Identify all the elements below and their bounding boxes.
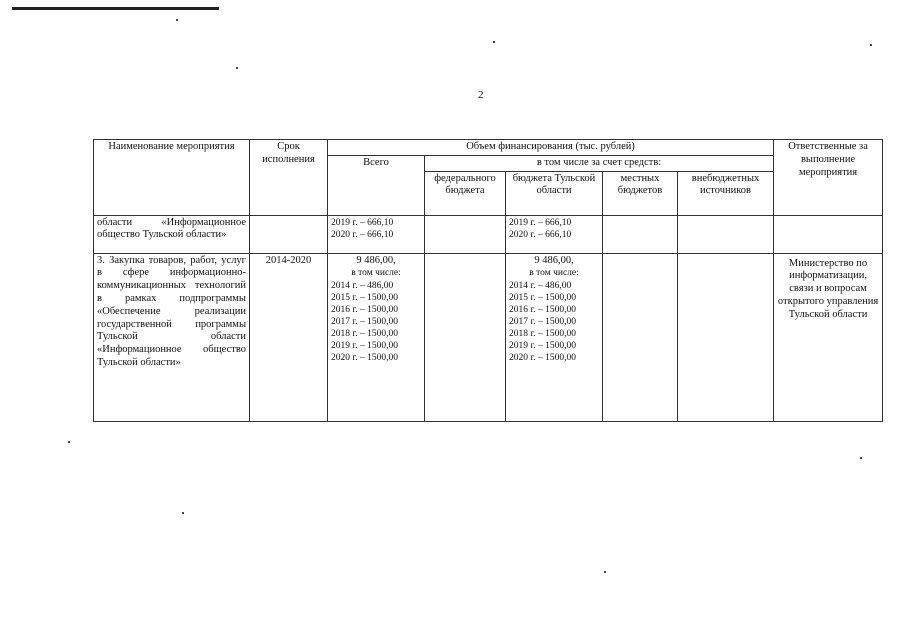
header-including: в том числе за счет средств: bbox=[425, 155, 774, 171]
including-label: в том числе: bbox=[529, 268, 579, 279]
year-line: 2016 г. – 1500,00 bbox=[509, 304, 576, 315]
header-name: Наименование мероприятия bbox=[94, 140, 250, 216]
row-responsible: Министерство по информатизации, связи и вопросам открытого управления Тульской области bbox=[774, 253, 883, 421]
row-name: области «Информационное общество Тульской области» bbox=[94, 215, 250, 253]
row-total bbox=[328, 253, 425, 421]
row-term: 2014-2020 bbox=[250, 253, 328, 421]
header-regional: бюджета Тульской области bbox=[506, 171, 603, 215]
scan-speck bbox=[176, 19, 178, 21]
header-local: местных бюджетов bbox=[603, 171, 678, 215]
page-number: 2 bbox=[478, 89, 484, 101]
year-line: 2016 г. – 1500,00 bbox=[331, 304, 398, 315]
year-line: 2020 г. – 666,10 bbox=[331, 229, 394, 240]
scan-speck bbox=[236, 67, 238, 69]
scan-speck bbox=[870, 44, 872, 46]
scan-speck bbox=[182, 512, 184, 514]
table-row bbox=[94, 253, 883, 421]
year-line: 2018 г. – 1500,00 bbox=[509, 329, 576, 340]
year-line: 2017 г. – 1500,00 bbox=[509, 317, 576, 328]
financing-table bbox=[93, 139, 883, 422]
header-financing: Объем финансирования (тыс. рублей) bbox=[328, 140, 774, 156]
including-label: в том числе: bbox=[351, 268, 401, 279]
year-line: 2018 г. – 1500,00 bbox=[331, 329, 398, 340]
row-federal bbox=[425, 253, 506, 421]
row-federal bbox=[425, 215, 506, 253]
row-offbudget bbox=[678, 215, 774, 253]
header-term: Срок исполнения bbox=[250, 140, 328, 216]
year-line: 2014 г. – 486,00 bbox=[509, 280, 572, 291]
year-line: 2017 г. – 1500,00 bbox=[331, 317, 398, 328]
header-total: Всего bbox=[328, 155, 425, 215]
year-line: 2020 г. – 666,10 bbox=[509, 229, 572, 240]
row-total bbox=[328, 215, 425, 253]
year-line: 2020 г. – 1500,00 bbox=[331, 353, 398, 364]
row-term bbox=[250, 215, 328, 253]
scan-speck bbox=[860, 457, 862, 459]
year-line: 2014 г. – 486,00 bbox=[331, 280, 394, 291]
top-rule-line bbox=[12, 7, 219, 10]
row-local bbox=[603, 253, 678, 421]
year-line: 2015 г. – 1500,00 bbox=[331, 292, 398, 303]
scan-speck bbox=[493, 41, 495, 43]
year-line: 2019 г. – 666,10 bbox=[331, 217, 394, 228]
header-responsible: Ответственные за выполнение мероприятия bbox=[774, 140, 883, 216]
scan-speck bbox=[68, 441, 70, 443]
year-line: 2020 г. – 1500,00 bbox=[509, 353, 576, 364]
scan-speck bbox=[604, 571, 606, 573]
row-regional bbox=[506, 215, 603, 253]
row-local bbox=[603, 215, 678, 253]
total-amount: 9 486,00, bbox=[356, 254, 396, 266]
regional-amount: 9 486,00, bbox=[534, 254, 574, 266]
header-offbudget: внебюджетных источников bbox=[678, 171, 774, 215]
year-line: 2019 г. – 1500,00 bbox=[509, 341, 576, 352]
row-responsible bbox=[774, 215, 883, 253]
header-federal: федерального бюджета bbox=[425, 171, 506, 215]
row-offbudget bbox=[678, 253, 774, 421]
year-line: 2019 г. – 666,10 bbox=[509, 217, 572, 228]
table-row bbox=[94, 215, 883, 253]
year-line: 2015 г. – 1500,00 bbox=[509, 292, 576, 303]
row-regional bbox=[506, 253, 603, 421]
year-line: 2019 г. – 1500,00 bbox=[331, 341, 398, 352]
row-name: 3. Закупка товаров, работ, услуг в сфере информационно-коммуникационных технологий в рамках подпрограммы «Обеспечение реализации государственной программы Тульской области «Информационное общество Тульской области» bbox=[94, 253, 250, 421]
